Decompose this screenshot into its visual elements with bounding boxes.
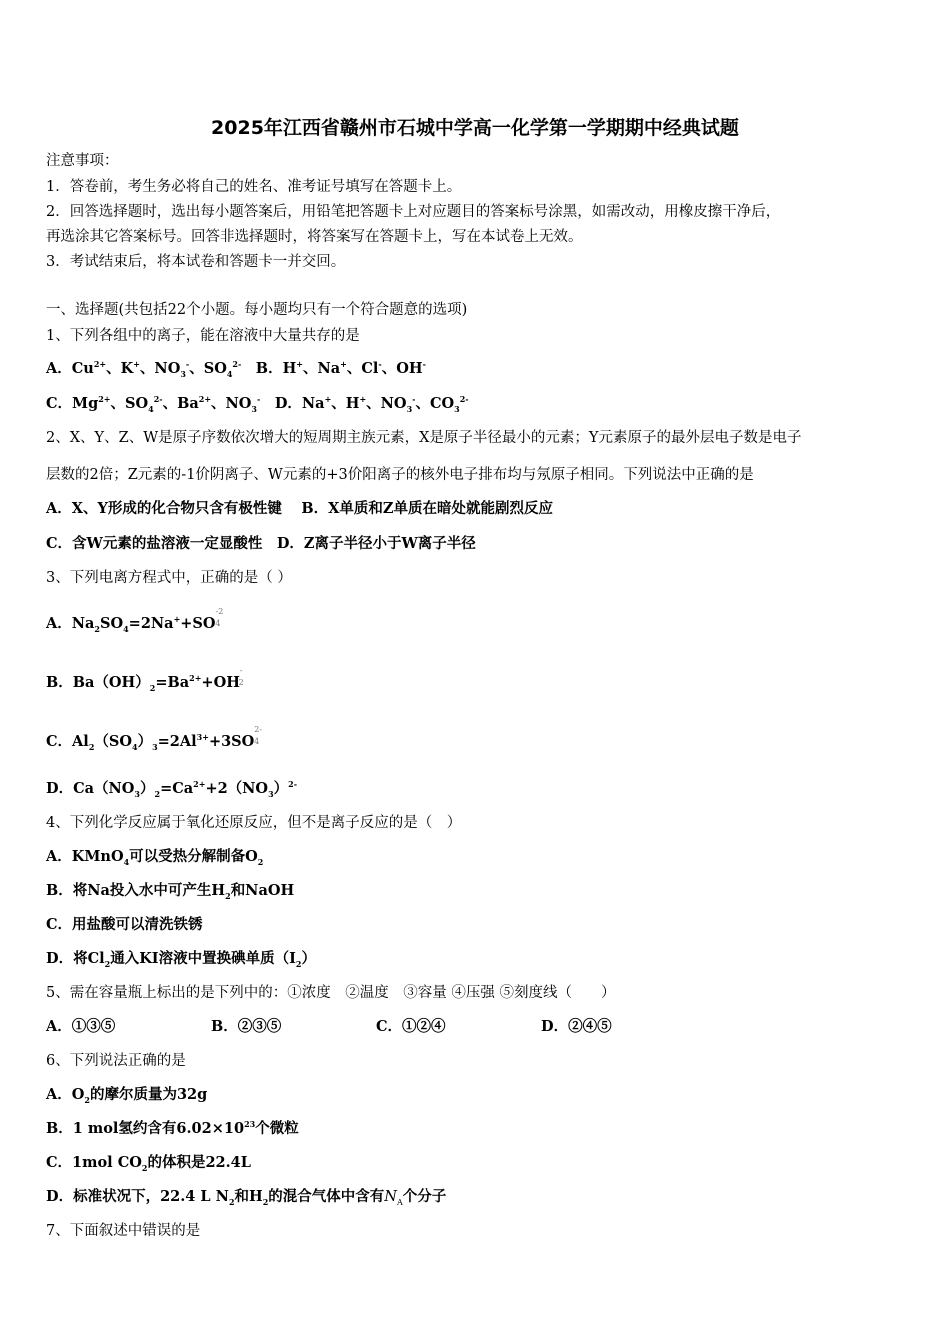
q5-option-a: A．①③⑤ xyxy=(46,1018,116,1035)
q5-option-d: D．②④⑤ xyxy=(541,1018,612,1035)
q7-stem: 7、下面叙述中错误的是 xyxy=(46,1223,201,1239)
notice-item-2a: 2．回答选择题时，选出每小题答案后，用铅笔把答题卡上对应题目的答案标号涂黑，如需改动，用橡皮擦干净后， xyxy=(46,204,781,220)
q2-option-c: C．含W元素的盐溶液一定显酸性 xyxy=(46,535,263,552)
q3-option-b: B．$Ba(OH)_2=Ba^{2+}+OH^-2$ xyxy=(46,666,244,693)
q2-stem-b: 层数的2倍；Z元素的-1价阴离子、W元素的+3价阳离子的核外电子排布均与氖原子相同。下列说法中正确的是 xyxy=(46,467,754,483)
q6-option-b: B．1 mol氢约含有$6.02\times 10^{23}$个微粒 xyxy=(46,1119,299,1137)
q5-options xyxy=(46,1017,612,1037)
q4-option-d: D．将$Cl_2$通入KI溶液中置换碘单质$(I_2)$ xyxy=(46,950,316,969)
q5-option-b: B．②③⑤ xyxy=(211,1018,282,1035)
q5-option-c: C．①②④ xyxy=(376,1018,446,1035)
notice-item-3: 3．考试结束后，将本试卷和答题卡一并交回。 xyxy=(46,254,346,270)
q1-stem: 1、下列各组中的离子，能在溶液中大量共存的是 xyxy=(46,328,360,344)
q3-option-d: D．$Ca(NO_3)_2=Ca^{2+}+2(NO_3)^{2-}$ xyxy=(46,779,298,799)
section-heading: 一、选择题(共包括22个小题。每小题均只有一个符合题意的选项) xyxy=(46,302,468,318)
q1-options-cd: C．$Mg^{2+}$、$SO_4^{2-}$、$Ba^{2+}$、$NO_3^-$ D．Na+、H+、$NO_3^-$、$CO_3^{2-}$ xyxy=(46,394,469,414)
q3-stem: 3、下列电离方程式中，正确的是（ ） xyxy=(46,570,292,586)
q2-option-b: B．X单质和Z单质在暗处就能剧烈反应 xyxy=(301,500,554,517)
q6-option-a: A．$O_2$的摩尔质量为32g xyxy=(46,1086,208,1105)
q2-options-cd xyxy=(46,534,476,554)
q2-stem-a: 2、X、Y、Z、W是原子序数依次增大的短周期主族元素，X是原子半径最小的元素；Y元素原子的最外层电子数是电子 xyxy=(46,430,802,446)
q3-option-a: A．$Na_2SO_4=2Na^++SO^{-2}4$ xyxy=(46,607,224,634)
q4-option-b: B．将Na投入水中可产生$H_2$和NaOH xyxy=(46,882,295,901)
q4-option-a: A．KMnO$_4$可以受热分解制备$O_2$ xyxy=(46,848,264,867)
q3-option-c: C．$Al_2(SO_4)_3=2Al^{3+}+3SO^{2-}4$ xyxy=(46,725,263,752)
notice-item-1: 1．答卷前，考生务必将自己的姓名、准考证号填写在答题卡上。 xyxy=(46,179,462,195)
q2-option-d: D．Z离子半径小于W离子半径 xyxy=(276,535,476,552)
notice-item-2b: 再选涂其它答案标号。回答非选择题时，将答案写在答题卡上，写在本试卷上无效。 xyxy=(46,229,583,245)
q2-option-a: A．X、Y形成的化合物只含有极性键 xyxy=(46,500,282,517)
q1-options-ab: A．$Cu^{2+}$、K+、$NO_3^-$、$SO_4^{2-}$ B．H+、Na+、Cl-、OH- xyxy=(46,359,426,379)
q4-option-c: C．用盐酸可以清洗铁锈 xyxy=(46,916,203,933)
q2-options-ab xyxy=(46,499,553,519)
page-title: 2025年江西省赣州市石城中学高一化学第一学期期中经典试题 xyxy=(211,117,739,139)
q4-stem: 4、下列化学反应属于氧化还原反应，但不是离子反应的是（ ） xyxy=(46,815,462,831)
q6-option-c: C．1mol $CO_2$的体积是22.4L xyxy=(46,1154,251,1173)
notice-heading: 注意事项： xyxy=(46,153,119,169)
q6-option-d: D．标准状况下，22.4 L $N_2$和$H_2$的混合气体中含有$N_A$个分子 xyxy=(46,1188,447,1207)
q6-stem: 6、下列说法正确的是 xyxy=(46,1053,186,1069)
q5-stem: 5、需在容量瓶上标出的是下列中的：①浓度 ②温度 ③容量 ④压强 ⑤刻度线（ ） xyxy=(46,985,616,1001)
